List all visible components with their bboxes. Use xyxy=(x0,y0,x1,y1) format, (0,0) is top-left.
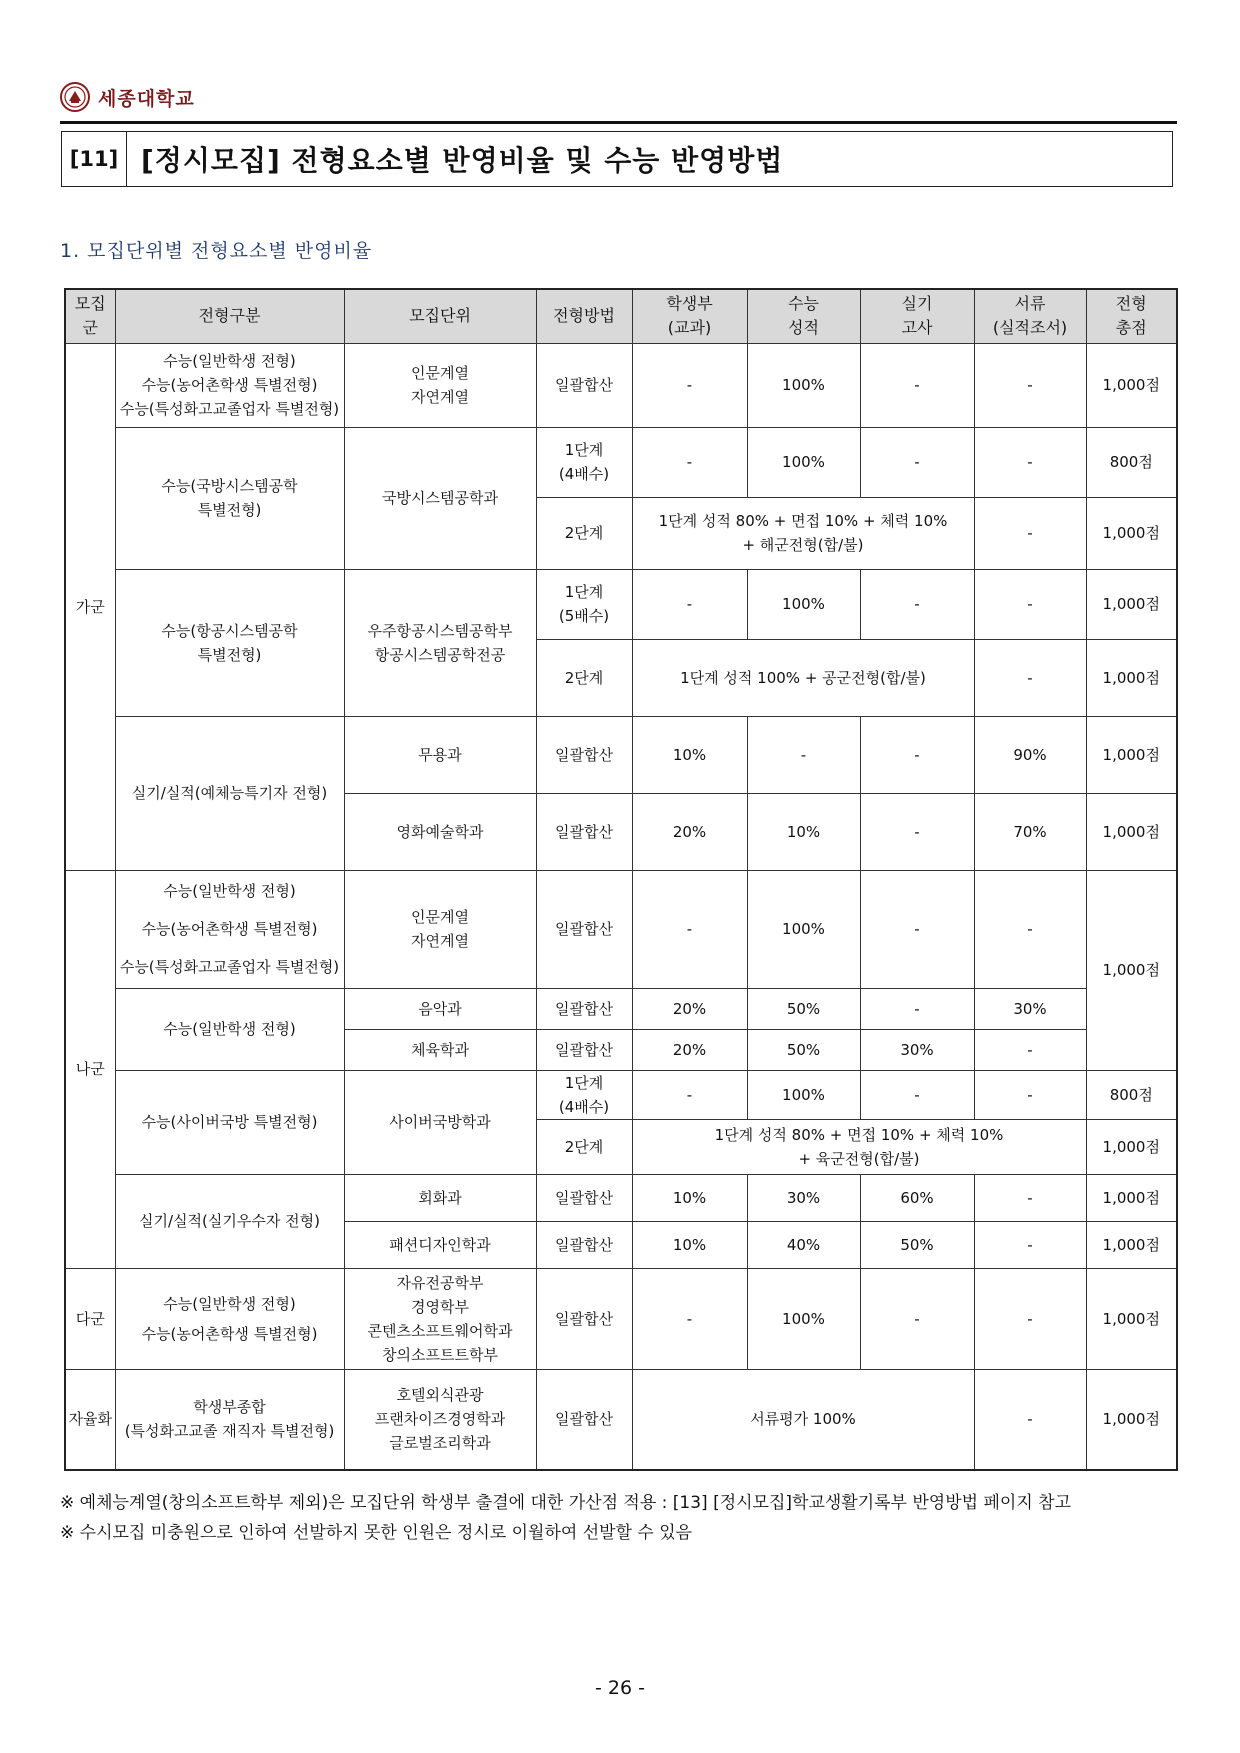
total-cell: 1,000점 xyxy=(1086,716,1177,793)
csat-cell: 30% xyxy=(747,1174,860,1221)
table-row xyxy=(65,427,1177,497)
unit-cell: 회화과 xyxy=(344,1174,536,1221)
practical-cell: - xyxy=(860,569,974,639)
type-cell: 수능(국방시스템공학 특별전형) xyxy=(115,427,344,569)
unit-cell: 무용과 xyxy=(344,716,536,793)
record-cell: - xyxy=(632,569,747,639)
footnote: ※ 예체능계열(창의소프트학부 제외)은 모집단위 학생부 출결에 대한 가산점 적용 : [13] [정시모집]학교생활기록부 반영방법 페이지 참고 xyxy=(60,1493,1071,1513)
method-cell: 일괄합산 xyxy=(536,988,632,1029)
header-csat: 수능 성적 xyxy=(747,289,860,343)
method-cell: 일괄합산 xyxy=(536,1369,632,1470)
docs-cell: - xyxy=(974,639,1086,716)
method-cell: 일괄합산 xyxy=(536,1221,632,1268)
header-docs: 서류 (실적조서) xyxy=(974,289,1086,343)
csat-cell: 40% xyxy=(747,1221,860,1268)
header-type: 전형구분 xyxy=(115,289,344,343)
merged-cell: 서류평가 100% xyxy=(632,1369,974,1470)
practical-cell: - xyxy=(860,1268,974,1369)
method-cell: 2단계 xyxy=(536,639,632,716)
method-cell: 1단계 (5배수) xyxy=(536,569,632,639)
practical-cell: - xyxy=(860,427,974,497)
type-cell: 학생부종합 (특성화고교졸 재직자 특별전형) xyxy=(115,1369,344,1470)
method-cell: 2단계 xyxy=(536,1119,632,1174)
practical-cell: - xyxy=(860,716,974,793)
type-cell: 수능(일반학생 전형) xyxy=(115,988,344,1070)
docs-cell: - xyxy=(974,343,1086,427)
csat-cell: 10% xyxy=(747,793,860,870)
csat-cell: 100% xyxy=(747,427,860,497)
csat-cell: 50% xyxy=(747,988,860,1029)
header-rule xyxy=(60,121,1177,124)
table-row xyxy=(65,1174,1177,1221)
total-cell: 1,000점 xyxy=(1086,343,1177,427)
record-cell: - xyxy=(632,343,747,427)
total-cell: 1,000점 xyxy=(1086,1221,1177,1268)
university-logo xyxy=(60,82,195,112)
footnote: ※ 수시모집 미충원으로 인하여 선발하지 못한 인원은 정시로 이월하여 선발할 수 있음 xyxy=(60,1523,693,1543)
record-cell: 10% xyxy=(632,716,747,793)
footnotes xyxy=(60,1488,1071,1548)
csat-cell: 100% xyxy=(747,569,860,639)
method-cell: 일괄합산 xyxy=(536,1174,632,1221)
record-cell: 10% xyxy=(632,1174,747,1221)
practical-cell: 60% xyxy=(860,1174,974,1221)
header-practical: 실기 고사 xyxy=(860,289,974,343)
docs-cell: - xyxy=(974,1174,1086,1221)
record-cell: 20% xyxy=(632,1029,747,1070)
record-cell: - xyxy=(632,870,747,988)
csat-cell: 100% xyxy=(747,870,860,988)
method-cell: 1단계 (4배수) xyxy=(536,427,632,497)
page-title-box xyxy=(61,131,1173,187)
unit-cell: 인문계열 자연계열 xyxy=(344,870,536,988)
record-cell: 20% xyxy=(632,793,747,870)
table-row xyxy=(65,569,1177,639)
university-seal-icon xyxy=(60,82,90,112)
table-row xyxy=(65,1268,1177,1369)
total-cell: 1,000점 xyxy=(1086,870,1177,1070)
total-cell: 1,000점 xyxy=(1086,1369,1177,1470)
docs-cell: - xyxy=(974,1221,1086,1268)
practical-cell: - xyxy=(860,1070,974,1119)
docs-cell: - xyxy=(974,569,1086,639)
unit-cell: 영화예술학과 xyxy=(344,793,536,870)
table-row xyxy=(65,1369,1177,1470)
practical-cell: - xyxy=(860,870,974,988)
method-cell: 일괄합산 xyxy=(536,793,632,870)
group-cell: 나군 xyxy=(65,870,115,1268)
method-cell: 일괄합산 xyxy=(536,716,632,793)
total-cell: 1,000점 xyxy=(1086,497,1177,569)
table-row xyxy=(65,716,1177,793)
table-row xyxy=(65,343,1177,427)
page-title: [정시모집] 전형요소별 반영비율 및 수능 반영방법 xyxy=(141,144,784,177)
type-cell: 실기/실적(실기우수자 전형) xyxy=(115,1174,344,1268)
csat-cell: 50% xyxy=(747,1029,860,1070)
docs-cell: - xyxy=(974,427,1086,497)
csat-cell: 100% xyxy=(747,1268,860,1369)
practical-cell: - xyxy=(860,793,974,870)
method-cell: 일괄합산 xyxy=(536,343,632,427)
docs-cell: - xyxy=(974,870,1086,988)
unit-cell: 패션디자인학과 xyxy=(344,1221,536,1268)
record-cell: - xyxy=(632,427,747,497)
type-cell: 수능(일반학생 전형) 수능(농어촌학생 특별전형) 수능(특성화고교졸업자 특별전형) xyxy=(115,870,344,988)
record-cell: 20% xyxy=(632,988,747,1029)
method-cell: 일괄합산 xyxy=(536,1268,632,1369)
record-cell: 10% xyxy=(632,1221,747,1268)
header-record: 학생부 (교과) xyxy=(632,289,747,343)
total-cell: 800점 xyxy=(1086,427,1177,497)
type-cell: 수능(항공시스템공학 특별전형) xyxy=(115,569,344,716)
unit-cell: 음악과 xyxy=(344,988,536,1029)
unit-cell: 국방시스템공학과 xyxy=(344,427,536,569)
type-cell: 실기/실적(예체능특기자 전형) xyxy=(115,716,344,870)
type-cell: 수능(일반학생 전형) 수능(농어촌학생 특별전형) xyxy=(115,1268,344,1369)
csat-cell: - xyxy=(747,716,860,793)
docs-cell: 30% xyxy=(974,988,1086,1029)
header-total: 전형 총점 xyxy=(1086,289,1177,343)
docs-cell: - xyxy=(974,497,1086,569)
table-row xyxy=(65,870,1177,988)
docs-cell: 70% xyxy=(974,793,1086,870)
merged-cell: 1단계 성적 80% + 면접 10% + 체력 10% + 해군전형(합/불) xyxy=(632,497,974,569)
total-cell: 1,000점 xyxy=(1086,1268,1177,1369)
method-cell: 일괄합산 xyxy=(536,1029,632,1070)
merged-cell: 1단계 성적 80% + 면접 10% + 체력 10% + 육군전형(합/불) xyxy=(632,1119,1086,1174)
practical-cell: - xyxy=(860,988,974,1029)
header-unit: 모집단위 xyxy=(344,289,536,343)
selection-ratio-table xyxy=(64,288,1178,1471)
total-cell: 1,000점 xyxy=(1086,1119,1177,1174)
csat-cell: 100% xyxy=(747,1070,860,1119)
unit-cell: 사이버국방학과 xyxy=(344,1070,536,1174)
type-cell: 수능(사이버국방 특별전형) xyxy=(115,1070,344,1174)
section-heading: 1. 모집단위별 전형요소별 반영비율 xyxy=(60,240,373,262)
table-row xyxy=(65,988,1177,1029)
unit-cell: 체육학과 xyxy=(344,1029,536,1070)
record-cell: - xyxy=(632,1070,747,1119)
merged-cell: 1단계 성적 100% + 공군전형(합/불) xyxy=(632,639,974,716)
group-cell: 가군 xyxy=(65,343,115,870)
header-group: 모집군 xyxy=(65,289,115,343)
method-cell: 일괄합산 xyxy=(536,870,632,988)
total-cell: 1,000점 xyxy=(1086,1174,1177,1221)
total-cell: 1,000점 xyxy=(1086,639,1177,716)
csat-cell: 100% xyxy=(747,343,860,427)
docs-cell: - xyxy=(974,1268,1086,1369)
page-number: - 26 - xyxy=(595,1677,645,1699)
docs-cell: - xyxy=(974,1070,1086,1119)
title-number: [11] xyxy=(62,132,127,186)
unit-cell: 우주항공시스템공학부 항공시스템공학전공 xyxy=(344,569,536,716)
practical-cell: 50% xyxy=(860,1221,974,1268)
total-cell: 800점 xyxy=(1086,1070,1177,1119)
unit-cell: 호텔외식관광 프랜차이즈경영학과 글로벌조리학과 xyxy=(344,1369,536,1470)
university-name: 세종대학교 xyxy=(98,87,195,110)
total-cell: 1,000점 xyxy=(1086,793,1177,870)
table-row xyxy=(65,1070,1177,1119)
record-cell: - xyxy=(632,1268,747,1369)
total-cell: 1,000점 xyxy=(1086,569,1177,639)
practical-cell: - xyxy=(860,343,974,427)
method-cell: 2단계 xyxy=(536,497,632,569)
method-cell: 1단계 (4배수) xyxy=(536,1070,632,1119)
group-cell: 다군 xyxy=(65,1268,115,1369)
type-cell: 수능(일반학생 전형) 수능(농어촌학생 특별전형) 수능(특성화고교졸업자 특별전형) xyxy=(115,343,344,427)
header-method: 전형방법 xyxy=(536,289,632,343)
docs-cell: - xyxy=(974,1029,1086,1070)
docs-cell: - xyxy=(974,1369,1086,1470)
group-cell: 자율화 xyxy=(65,1369,115,1470)
header-row xyxy=(65,289,1177,343)
unit-cell: 인문계열 자연계열 xyxy=(344,343,536,427)
docs-cell: 90% xyxy=(974,716,1086,793)
practical-cell: 30% xyxy=(860,1029,974,1070)
unit-cell: 자유전공학부 경영학부 콘텐츠소프트웨어학과 창의소프트트학부 xyxy=(344,1268,536,1369)
